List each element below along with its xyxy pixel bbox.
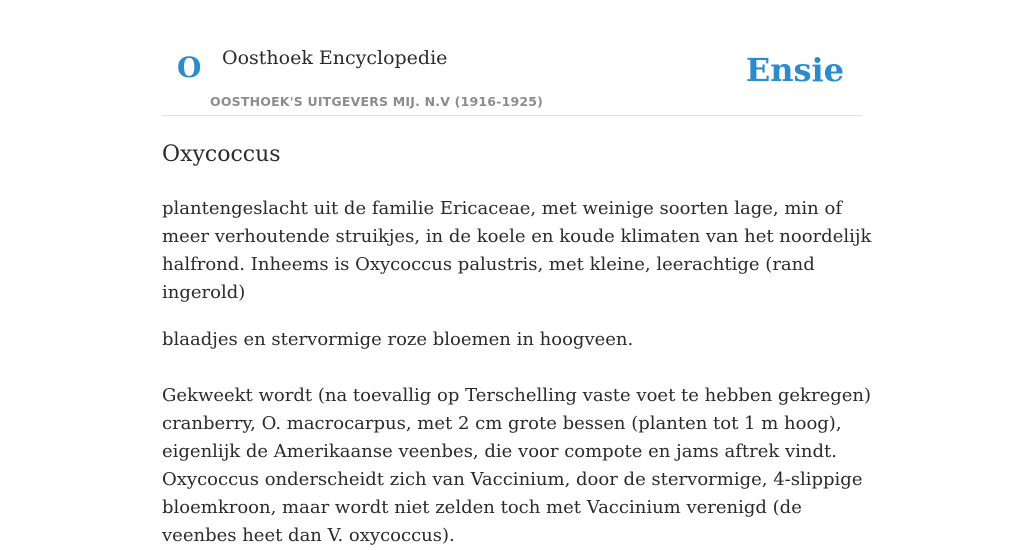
article-title: Oxycoccus <box>162 142 281 167</box>
article-paragraph: plantengeslacht uit de familie Ericaceae, met weinige soorten lage, min of meer verhoutende struikjes, in de koele en koude klimaten van het noordelijk halfrond. Inheems is Oxycoccus palustris, met kleine, leerachtige (rand ingerold) <box>162 198 872 303</box>
article-paragraph: Gekweekt wordt (na toevallig op Terschelling vaste voet te hebben gekregen) cranberry, O. macrocarpus, met 2 cm grote bessen (planten tot 1 m hoog), eigenlijk de Amerikaanse veenbes, die voor compote en jams aftrek vindt. Oxycoccus onderscheidt zich van Vaccinium, door de stervormige, 4-slippige bloemkroon, maar wordt niet zelden toch met Vaccinium verenigd (de veenbes heet dan V. oxycoccus). <box>162 385 872 546</box>
ensie-logo[interactable]: Ensie <box>745 51 844 89</box>
article-content <box>162 140 872 550</box>
encyclopedia-header <box>162 40 862 116</box>
encyclopedia-name[interactable]: Oosthoek Encyclopedie <box>222 47 448 69</box>
publisher-label: OOSTHOEK'S UITGEVERS MIJ. N.V (1916-1925) <box>210 94 544 109</box>
article-paragraph: blaadjes en stervormige roze bloemen in hoogveen. <box>162 329 634 350</box>
index-letter[interactable]: O <box>177 51 202 84</box>
